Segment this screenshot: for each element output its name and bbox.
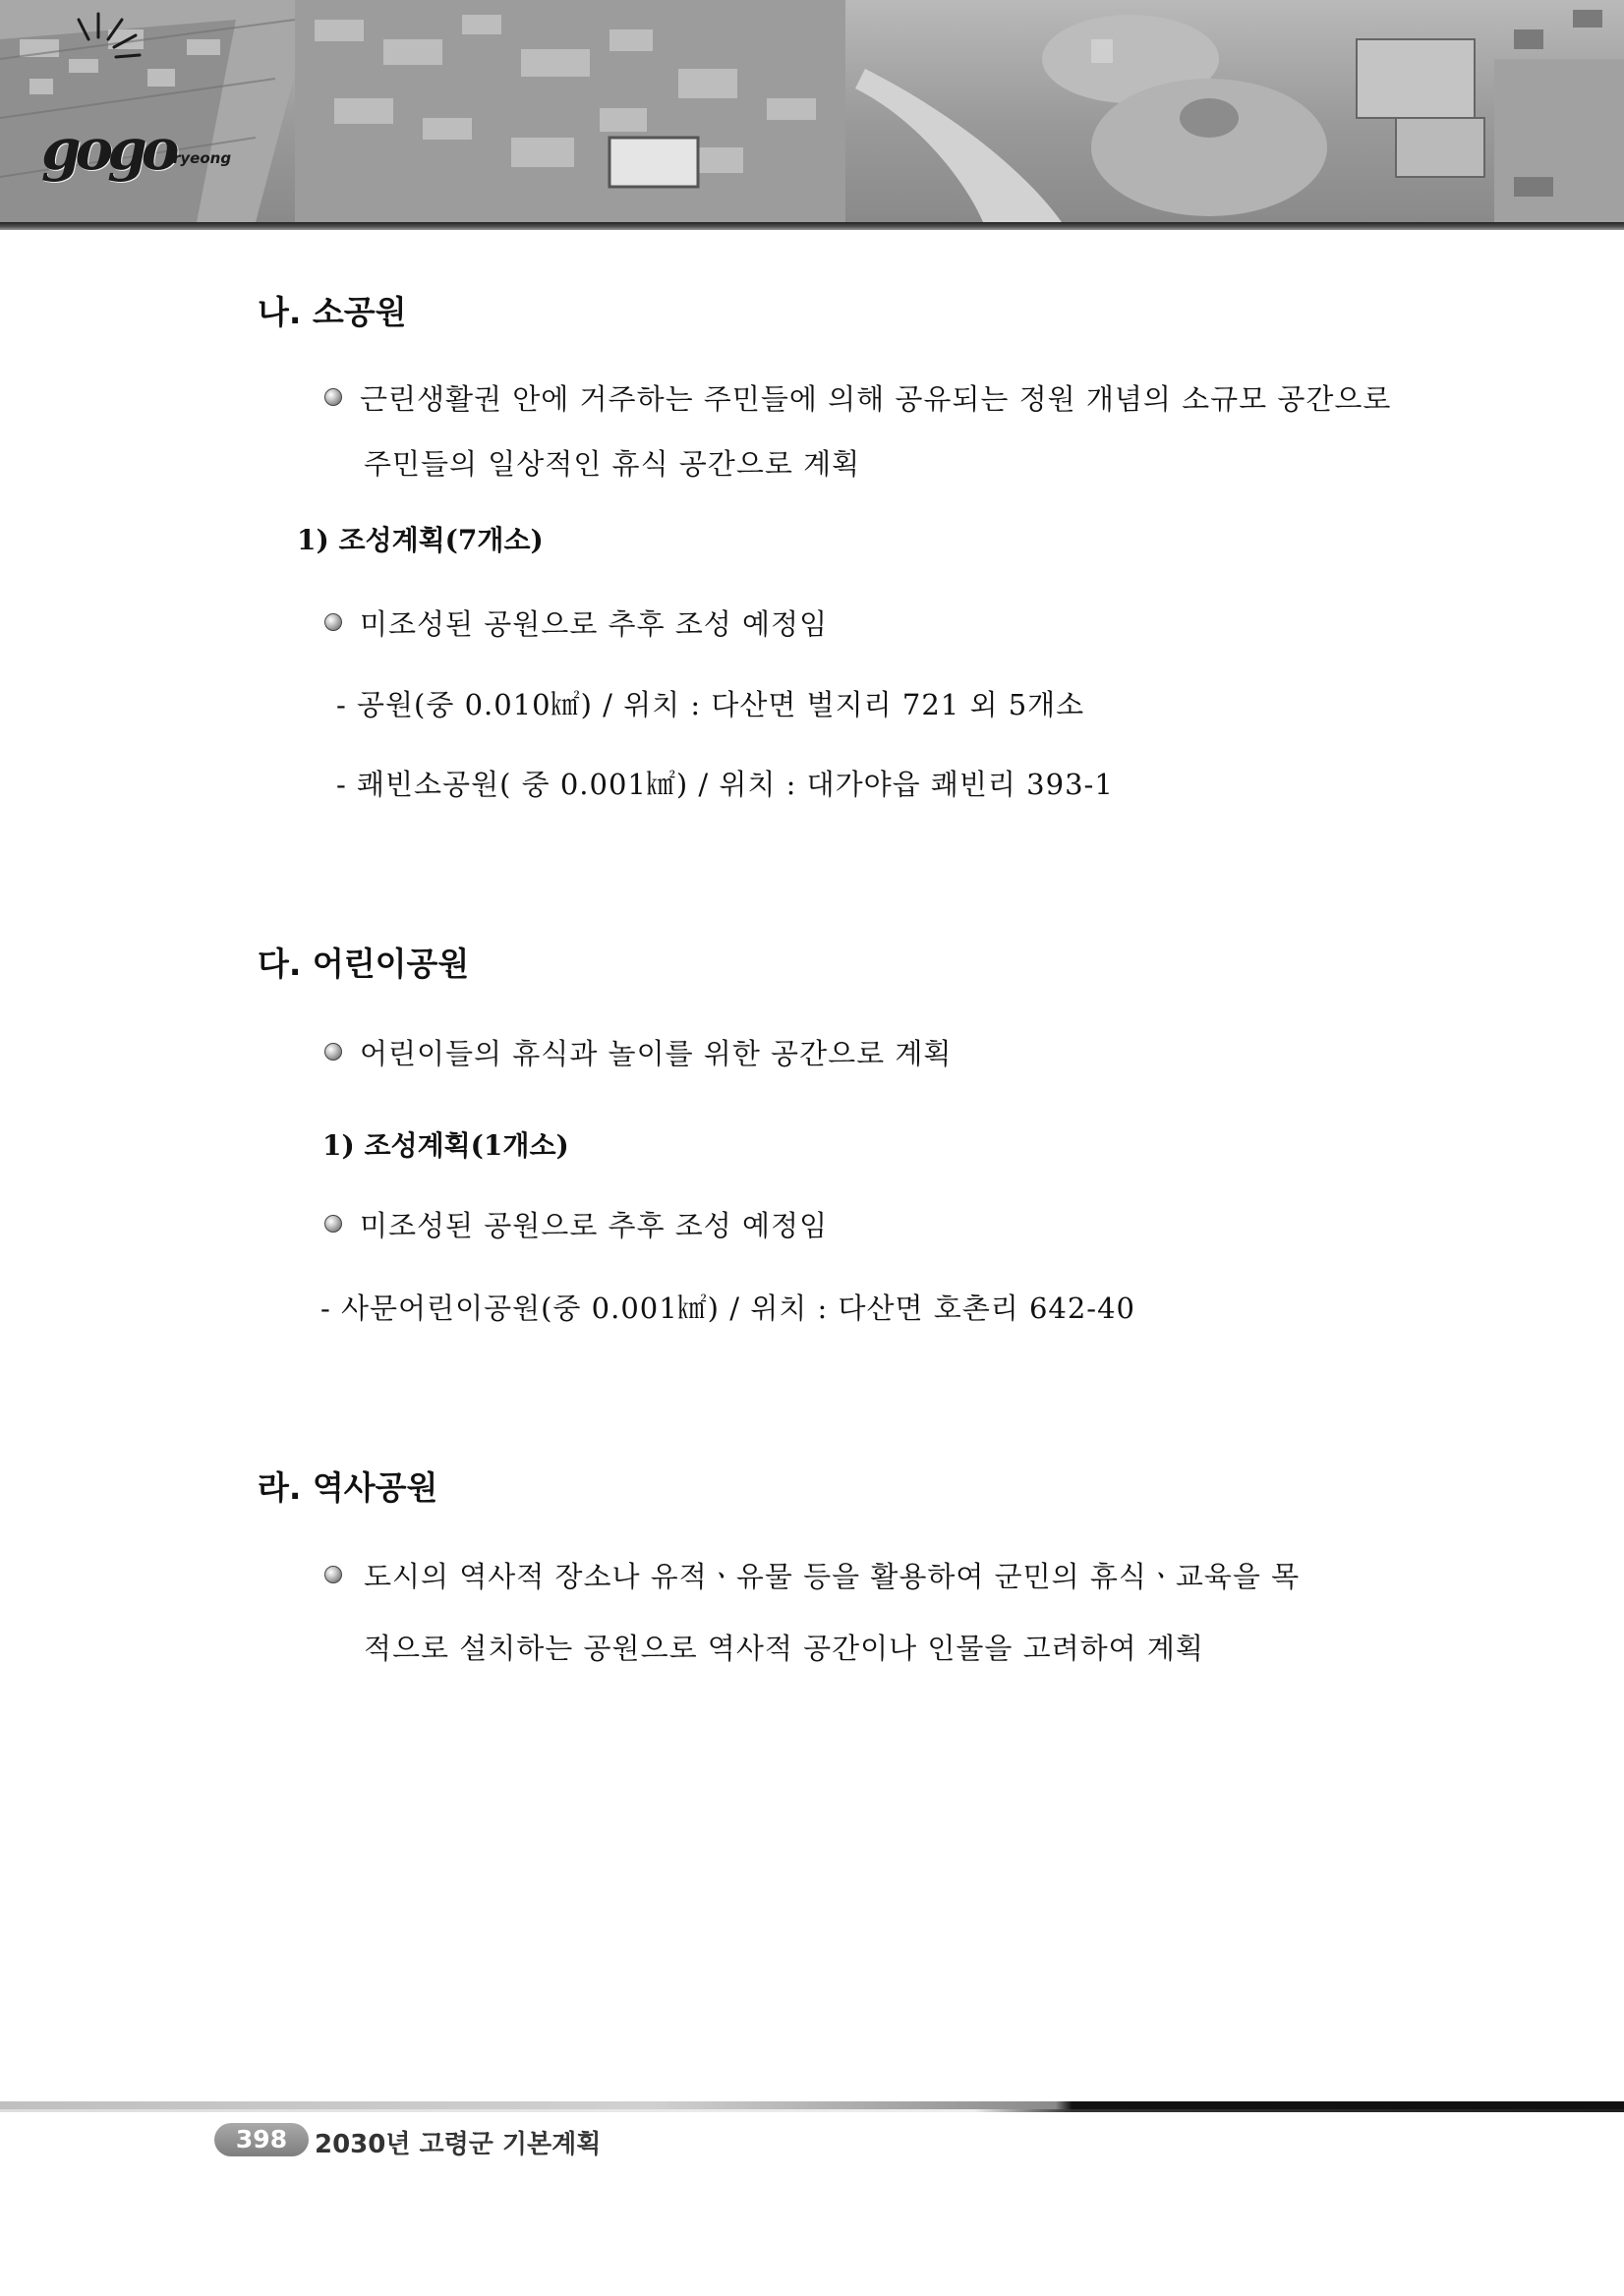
bullet-icon: [324, 613, 342, 631]
aerial-town-illustration: [0, 0, 1624, 222]
bullet-icon: [324, 1566, 342, 1583]
bullet-icon: [324, 1215, 342, 1233]
footer-divider-shadow: [0, 2109, 1624, 2112]
small-park-description-line1: 근린생활권 안에 거주하는 주민들에 의해 공유되는 정원 개념의 소규모 공간으로: [360, 382, 1392, 416]
bullet-icon: [324, 388, 342, 406]
children-park-item: - 사문어린이공원(중 0.001㎢) / 위치 : 다산면 호촌리 642-40: [320, 1292, 1136, 1325]
historic-park-description-line2: 적으로 설치하는 공원으로 역사적 공간이나 인물을 고려하여 계획: [364, 1632, 1204, 1665]
section-heading-historic-park: 라. 역사공원: [258, 1468, 438, 1507]
page-number: 398: [235, 2125, 288, 2153]
logo-wordmark: gogo: [41, 116, 174, 183]
logo-subtext: ryeong: [173, 149, 232, 167]
section-heading-children-park: 다. 어린이공원: [258, 945, 470, 983]
children-park-plan-heading: 1) 조성계획(1개소): [322, 1129, 569, 1162]
header-banner-photo: [0, 0, 1624, 222]
footer-divider: [0, 2101, 1624, 2109]
book-title: 2030년 고령군 기본계획: [315, 2130, 602, 2159]
gogo-ryeong-logo-icon: [0, 0, 216, 108]
historic-park-description-line1: 도시의 역사적 장소나 유적ㆍ유물 등을 활용하여 군민의 휴식ㆍ교육을 목: [364, 1560, 1301, 1593]
section-heading-small-park: 나. 소공원: [258, 293, 407, 331]
small-park-description-line2: 주민들의 일상적인 휴식 공간으로 계획: [364, 447, 861, 481]
small-park-item-2: - 쾌빈소공원( 중 0.001㎢) / 위치 : 대가야읍 쾌빈리 393-1: [336, 768, 1114, 801]
small-park-plan-heading: 1) 조성계획(7개소): [297, 524, 544, 556]
bullet-icon: [324, 1043, 342, 1061]
header-divider: [0, 222, 1624, 230]
small-park-item-1: - 공원(중 0.010㎢) / 위치 : 다산면 벌지리 721 외 5개소: [336, 688, 1085, 721]
children-park-description: 어린이들의 휴식과 놀이를 위한 공간으로 계획: [360, 1037, 953, 1070]
children-park-status: 미조성된 공원으로 추후 조성 예정임: [360, 1209, 829, 1242]
small-park-status: 미조성된 공원으로 추후 조성 예정임: [360, 607, 829, 641]
